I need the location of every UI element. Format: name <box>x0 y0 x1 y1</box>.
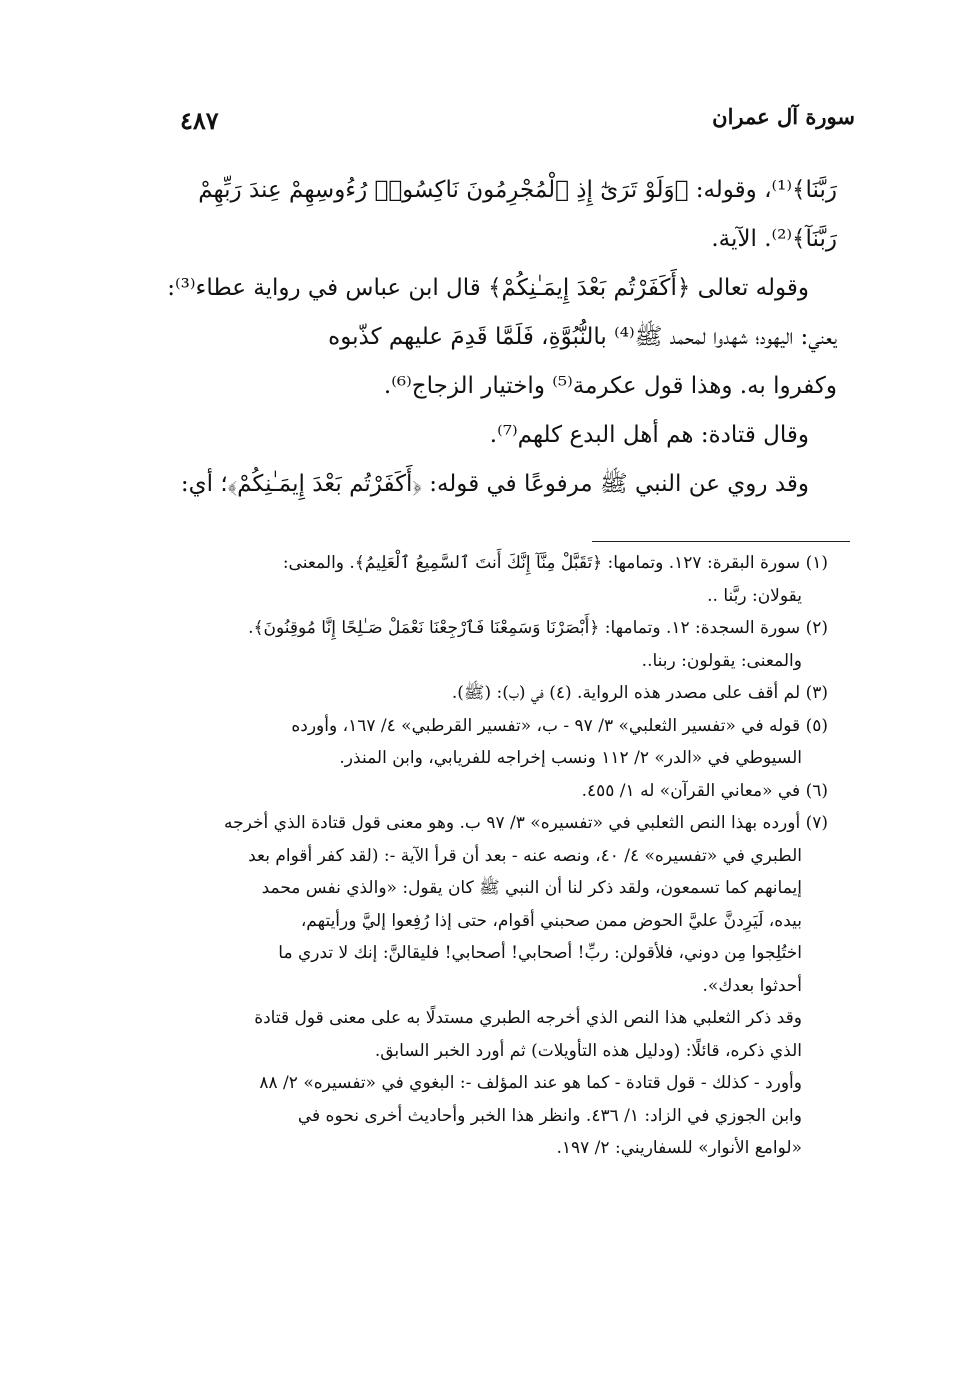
footnote-line: (٢) سورة السجدة: ١٢. وتمامها: ﴿أَبْصَرْنَا وَسَمِعْنَا فَٱرْجِعْنَا نَعْمَلْ صَـٰلِحًا إِنَّا مُوقِنُونَ﴾. <box>248 618 828 638</box>
footnote-line: وابن الجوزي في الزاد: ١/ ٤٣٦. وانظر هذا الخبر وأحاديث أخرى نحوه في <box>297 1105 802 1126</box>
footnote-line: وقد ذكر الثعلبي هذا النص الذي أخرجه الطبري مستدلًا به على معنى قول قتادة <box>254 1008 802 1028</box>
footnote-line: «لوامع الأنوار» للسفاريني: ٢/ ١٩٧. <box>556 1138 802 1158</box>
main-text <box>115 166 837 509</box>
footnote-line: والمعنى: يقولون: ربنا.. <box>641 650 802 671</box>
body-line: يعني: اليهود؛ شهدوا لمحمد ﷺ⁽⁴⁾ بالنُّبُوَّةِ، فَلَمَّا قَدِمَ عليهم كذّبوه <box>328 324 837 350</box>
footnote-line: (١) سورة البقرة: ١٢٧. وتمامها: ﴿تَقَبَّلْ مِنَّآ إِنَّكَ أَنتَ ٱلسَّمِيعُ ٱلْعَلِيمُ﴾. والمعنى: <box>282 553 828 573</box>
footnote-line: الذي ذكره، قائلًا: (ودليل هذه التأويلات) ثم أورد الخبر السابق. <box>374 1040 802 1061</box>
body-line: وقد روي عن النبي ﷺ مرفوعًا في قوله: ﴿أَكَفَرْتُم بَعْدَ إِيمَـٰنِكُمْ﴾؛ أي: <box>180 471 809 497</box>
footnotes <box>118 547 838 1165</box>
page-header <box>120 100 855 140</box>
footnote-separator <box>592 541 850 542</box>
footnote-line: وأورد - كذلك - قول قتادة - كما هو عند المؤلف -: البغوي في «تفسيره» ٢/ ٨٨ <box>259 1073 802 1093</box>
body-line: رَبَّنَا﴾⁽¹⁾، وقوله: ﴿وَلَوْ تَرَىٰٓ إِذِ ٱلْمُجْرِمُونَ نَاكِسُوا۟ رُءُوسِهِمْ عِندَ رَبِّهِمْ <box>198 177 837 203</box>
footnote-line: (٥) قوله في «تفسير الثعلبي» ٣/ ٩٧ - ب، «تفسير القرطبي» ٤/ ١٦٧، وأورده <box>291 715 828 736</box>
footnote-line: اختُلِجوا مِن دوني، فلأقولن: ربِّ! أصحابي! أصحابي! فليقالنَّ: إنك لا تدري ما <box>278 943 802 963</box>
body-line: وقال قتادة: هم أهل البدع كلهم⁽⁷⁾. <box>489 422 809 448</box>
footnote-line: الطبري في «تفسيره» ٤/ ٤٠، ونصه عنه - بعد أن قرأ الآية -: (لقد كفر أقوام بعد <box>248 845 802 866</box>
footnote-line: إيمانهم كما تسمعون، ولقد ذكر لنا أن النبي ﷺ كان يقول: «والذي نفس محمد <box>261 878 802 898</box>
page-number: ٤٨٧ <box>180 106 219 135</box>
footnote-line: يقولان: ربَّنا .. <box>707 585 802 606</box>
footnote-line: السيوطي في «الدر» ٢/ ١١٢ ونسب إخراجه للفريابي، وابن المنذر. <box>339 748 802 768</box>
body-line: وكفروا به. وهذا قول عكرمة⁽⁵⁾ واختيار الزجاج⁽⁶⁾. <box>383 373 837 399</box>
body-line: وقوله تعالى ﴿أَكَفَرْتُم بَعْدَ إِيمَـٰنِكُمْ﴾ قال ابن عباس في رواية عطاء⁽³⁾: <box>167 275 809 301</box>
footnote-line: (٧) أورده بهذا النص الثعلبي في «تفسيره» ٣/ ٩٧ ب. وهو معنى قول قتادة الذي أخرجه <box>224 813 828 833</box>
footnote-line: بيده، لَيَرِدنَّ عليَّ الحوض ممن صحبني أقوام، حتى إذا رُفِعوا إليَّ ورأيتهم، <box>300 910 802 931</box>
footnote-line: (٣) لم أقف على مصدر هذه الرواية. (٤) في (ب): (ﷺ). <box>451 683 828 703</box>
body-line: رَبَّنَآ﴾⁽²⁾. الآية. <box>711 226 837 252</box>
surah-title: سورة آل عمران <box>712 104 855 129</box>
footnote-line: أحدثوا بعدك». <box>702 975 802 996</box>
footnote-line: (٦) في «معاني القرآن» له ١/ ٤٥٥. <box>581 780 828 801</box>
